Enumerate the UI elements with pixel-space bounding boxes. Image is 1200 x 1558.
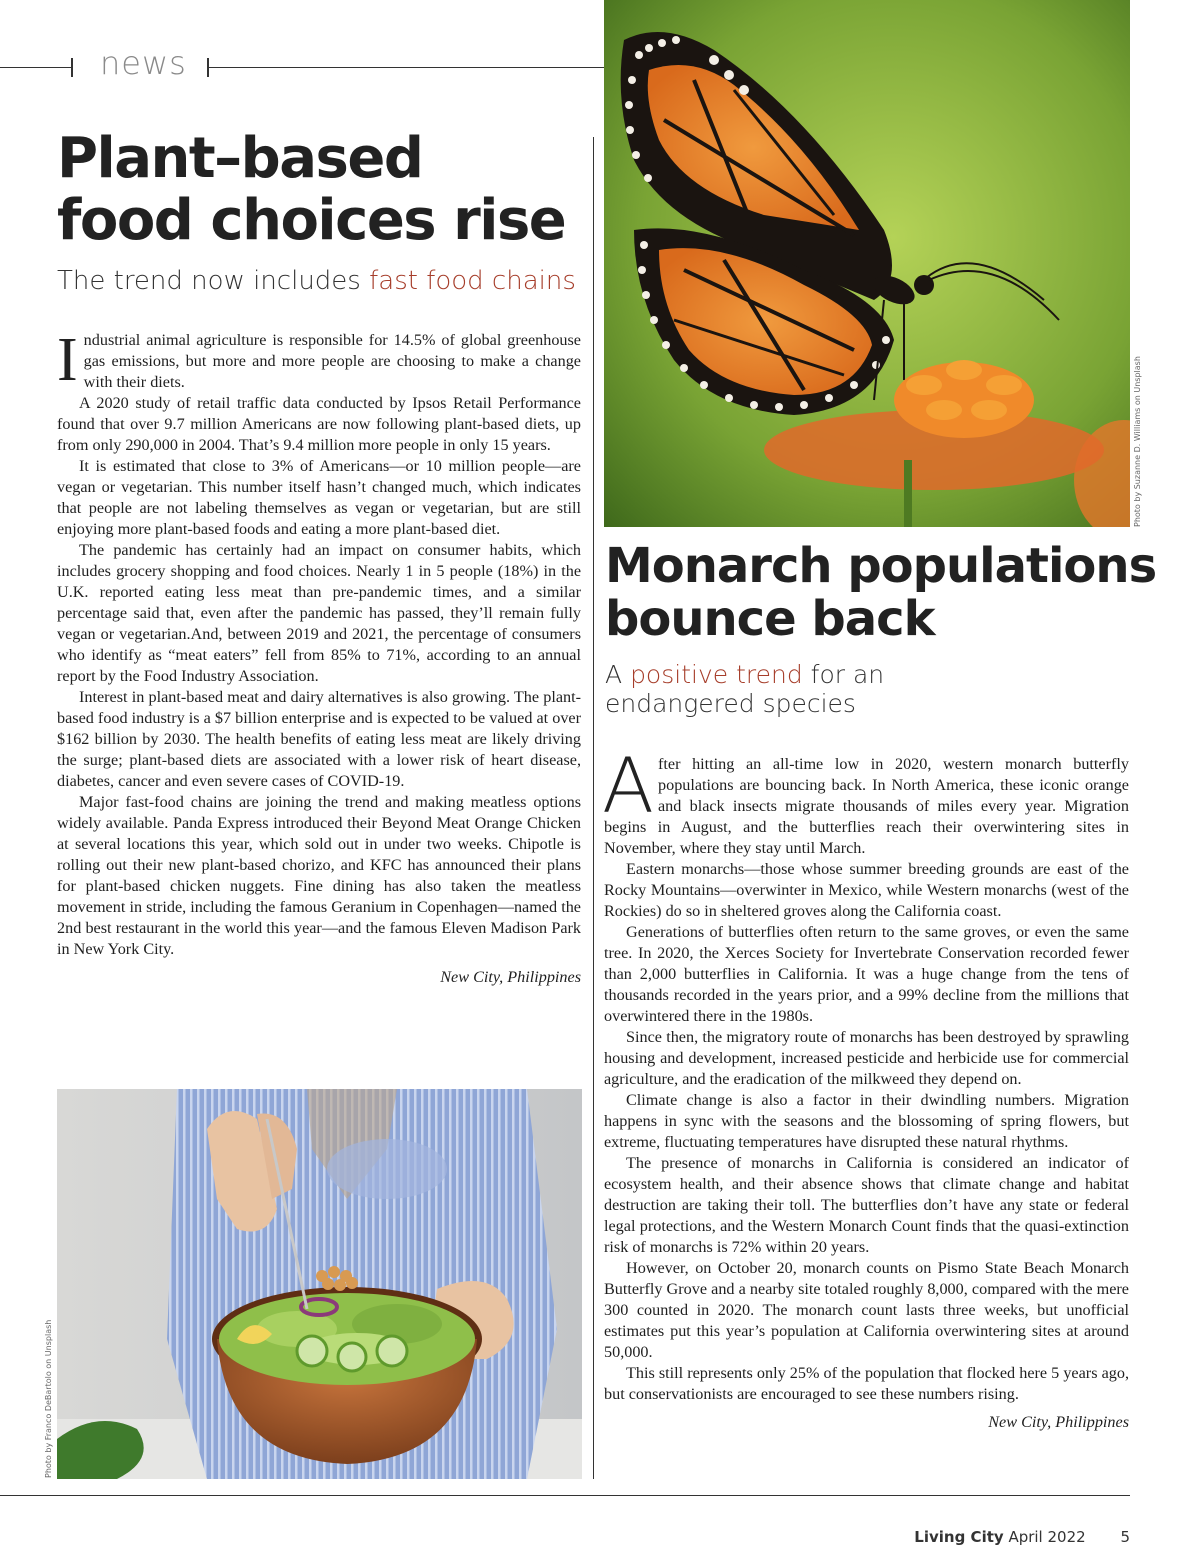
- article1-paragraph: It is estimated that close to 3% of Americans—or 10 million people—are vegan or vegetarian. This number itself hasn’t changed much, which indicates that people are not labeling themselves as vegan or vegetarian, but are still enjoying more plant-based foods and eating a more plant-based diet.: [57, 457, 581, 538]
- article1-byline: New City, Philippines: [440, 968, 581, 986]
- article1-subtitle-prefix: The trend now includes: [57, 266, 370, 296]
- footer-rule: [0, 1495, 1130, 1496]
- article2-subtitle-prefix: A: [605, 660, 631, 689]
- article2-title-line2: bounce back: [605, 591, 935, 647]
- article1-title-line1: Plant–based: [57, 126, 423, 191]
- monarch-butterfly-photo: [604, 0, 1130, 527]
- article1-photo-credit: Photo by Franco DeBartolo on Unsplash: [44, 1319, 53, 1478]
- article2-paragraph: Generations of butterflies often return to the same groves, or even the same tree. In 2020, the Xerces Society for Invertebrate Conservation recorded fewer than 2,000 butterflies in California. It was a huge change from the tens of thousands recorded in the years prior, and a 99% decline from the millions that overwintered there in the 1980s.: [604, 923, 1129, 1025]
- section-label: news: [100, 44, 187, 82]
- article2-byline: New City, Philippines: [988, 1413, 1129, 1431]
- article2-dropcap: A: [602, 741, 654, 830]
- header-rule-left: [0, 67, 72, 68]
- article1-paragraph: Interest in plant-based meat and dairy alternatives is also growing. The plant-based food industry is a $7 billion enterprise and is expected to be valued at over $162 billion by 2030. The health benefits of eating less meat are likely driving the surge; plant-based diets are associated with a lower risk of heart disease, diabetes, cancer and even severe cases of COVID-19.: [57, 688, 581, 790]
- article2-paragraph: This still represents only 25% of the population that flocked here 5 years ago, but conservationists are encouraged to see these numbers rising.: [604, 1364, 1129, 1403]
- article1-paragraph: The pandemic has certainly had an impact on consumer habits, which includes grocery shopping and food choices. Nearly 1 in 5 people (18%) in the U.K. reported eating less meat than pre-pandemic times, and a similar percentage said that, even after the pandemic has passed, they’ll remain fully vegan or vegetarian.And, between 2019 and 2021, the percentage of consumers who identify as “meat eaters” fell from 85% to 71%, according to an annual report by the Food Industry Association.: [57, 541, 581, 685]
- article2-paragraph: After hitting an all-time low in 2020, western monarch butterfly populations are bouncing back. In North America, these iconic orange and black insects migrate thousands of miles every year. Migration begins in August, and the butterflies reach their overwintering sites in November, where they stay until March.: [602, 741, 1129, 857]
- article1-subtitle: [57, 266, 576, 296]
- header-tick-left: [71, 58, 73, 77]
- article1-paragraph: Major fast-food chains are joining the trend and making meatless options widely available. Panda Express introduced their Beyond Meat Orange Chicken at several locations this year, which sold out in under two weeks. Chipotle is rolling out their new plant-based chorizo, and KFC has announced their plans for plant-based chicken nuggets. Fine dining has also taken the meatless movement in stride, including the famous Geranium in Copenhagen—named the 2nd best restaurant in the world this year—and the famous Eleven Madison Park in New York City.: [57, 793, 581, 958]
- article1-paragraph: Industrial animal agriculture is responsible for 14.5% of global greenhouse gas emissions, but more and more people are choosing to make a change with their diets.: [57, 326, 581, 394]
- magazine-name: Living City: [914, 1528, 1004, 1546]
- article1-paragraph: A 2020 study of retail traffic data conducted by Ipsos Retail Performance found that over 9.7 million Americans are now following plant-based diets, up from only 290,000 in 2004. That’s 9.4 million more people in only 15 years.: [57, 394, 581, 454]
- article2-paragraph: Eastern monarchs—those whose summer breeding grounds are east of the Rocky Mountains—overwinter in Mexico, while Western monarchs (west of the Rockies) do so in sheltered groves along the California coast.: [604, 860, 1129, 920]
- article2-paragraph: Since then, the migratory route of monarchs has been destroyed by sprawling housing and development, increased pesticide and herbicide use for commercial agriculture, and the eradication of the milkweed they depend on.: [604, 1028, 1129, 1088]
- article2-title: [605, 540, 1165, 646]
- salad-bowl-photo: [57, 1089, 582, 1479]
- article2-title-line1: Monarch populations: [605, 538, 1157, 594]
- issue-date: April 2022: [1008, 1528, 1086, 1546]
- article1-title-line2: food choices rise: [57, 188, 566, 253]
- salad-bowl-illustration: [57, 1089, 582, 1479]
- article1-title: [57, 128, 597, 252]
- article1-subtitle-accent: fast food chains: [369, 266, 576, 296]
- article2-paragraph: However, on October 20, monarch counts on Pismo State Beach Monarch Butterfly Grove and a nearby site totaled roughly 8,000, compared with the mere 300 counted in 2020. The monarch count lasts three weeks, but unofficial estimates put this year’s population at California overwintering sites at around 50,000.: [604, 1259, 1129, 1361]
- article2-subtitle-accent: positive trend: [630, 660, 803, 689]
- article2-paragraph: The presence of monarchs in California is considered an indicator of ecosystem health, and their absence shows that climate change and habitat destruction are taking their toll. The butterflies don’t have any state or federal legal protections, and the Western Monarch Count finds that the quasi-extinction risk of monarchs is 72% within 20 years.: [604, 1154, 1129, 1256]
- column-divider: [593, 137, 594, 1479]
- article2-paragraph: Climate change is also a factor in their dwindling numbers. Migration happens in sync with the seasons and the blossoming of spring flowers, but extreme, fluctuating temperatures have disrupted these natural rhythms.: [604, 1091, 1129, 1151]
- article1-body: [57, 326, 581, 988]
- article2-subtitle: [605, 660, 1005, 718]
- article2-photo-credit: Photo by Suzanne D. Williams on Unsplash: [1133, 356, 1142, 527]
- article2-subtitle-suffix: for an endangered species: [605, 660, 885, 718]
- header-rule-right: [208, 67, 604, 68]
- article2-body: [602, 741, 1129, 1433]
- page-number: 5: [1120, 1528, 1130, 1546]
- article1-dropcap: I: [57, 326, 78, 394]
- page-footer: [914, 1528, 1130, 1546]
- monarch-butterfly-illustration: [604, 0, 1130, 527]
